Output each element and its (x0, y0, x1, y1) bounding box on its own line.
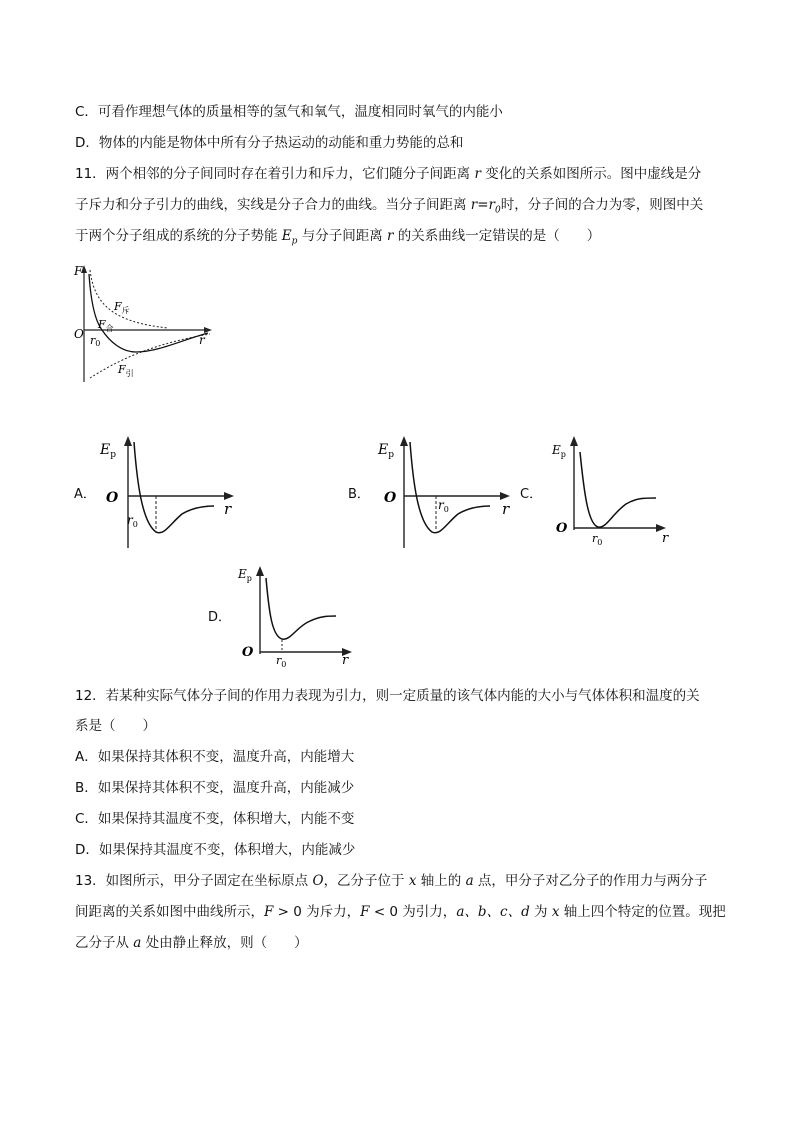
q13-stem-line3: 乙分子从 a 处由静止释放，则（ ） (75, 935, 308, 951)
r-axis-arrow-icon (204, 327, 212, 333)
q11-option-d-graph (234, 562, 364, 670)
y-arrow-icon (124, 436, 132, 446)
r0-label: $r_0$ (127, 513, 138, 529)
net-force-curve (89, 274, 208, 352)
origin-label: O (556, 521, 568, 536)
r0-label: $r_0$ (592, 532, 603, 547)
y-arrow-icon (570, 436, 578, 446)
ep-axis-label: $E_p$ (100, 442, 116, 460)
potential-curve (134, 442, 214, 533)
r-axis-label: r (224, 500, 232, 518)
q12-stem-line2: 系是（ ） (75, 718, 156, 734)
q11-option-c-label: C． (520, 487, 543, 502)
origin-label: O (74, 327, 84, 341)
ep-axis-label: $E_p$ (552, 443, 566, 459)
force-distance-diagram (70, 262, 220, 388)
potential-curve (266, 578, 336, 639)
y-arrow-icon (400, 436, 408, 446)
x-arrow-icon (224, 492, 234, 500)
potential-curve (580, 452, 656, 527)
q12-option-b: B．如果保持其体积不变，温度升高，内能减少 (75, 780, 355, 796)
origin-label: O (384, 490, 397, 506)
origin-label: O (242, 645, 254, 660)
r0-label: $r_0$ (438, 498, 449, 514)
ep-axis-label: $E_p$ (238, 567, 252, 583)
r-axis-label: r (662, 531, 669, 546)
y-arrow-icon (256, 566, 264, 576)
f-axis-label: F (74, 264, 83, 278)
q11-option-b-label: B． (348, 487, 370, 502)
q11-option-a-label: A． (74, 487, 96, 502)
x-arrow-icon (500, 492, 510, 500)
potential-curve (410, 442, 490, 533)
r0-label: r0 (90, 334, 101, 348)
q13-stem-line1: 13．如图所示，甲分子固定在坐标原点 O，乙分子位于 x 轴上的 a 点，甲分子对乙分子的作用力与两分子 (75, 873, 708, 889)
q11-option-c-graph (548, 432, 678, 548)
q11-stem-line2: 子斥力和分子引力的曲线，实线是分子合力的曲线。当分子间距离 $r=r_0$时，分子间的合力为零，则图中关 (75, 197, 704, 216)
q12-option-c: C．如果保持其温度不变，体积增大，内能不变 (75, 811, 355, 827)
q11-option-b-graph (374, 432, 520, 554)
q10-option-d: D．物体的内能是物体中所有分子热运动的动能和重力势能的总和 (75, 135, 464, 151)
q11-option-d-label: D． (208, 610, 232, 625)
r-axis-label: r (199, 333, 205, 347)
f-net-label: $F_合$ (98, 318, 114, 333)
ep-axis-label: $E_p$ (378, 442, 394, 460)
q11-stem-line1: 11．两个相邻的分子间同时存在着引力和斥力，它们随分子间距离 r 变化的关系如图所示。图中虚线是分 (75, 166, 702, 182)
origin-label: O (106, 490, 119, 506)
r-axis-label: r (342, 653, 349, 668)
attraction-curve (90, 334, 210, 378)
q12-stem-line1: 12．若某种实际气体分子间的作用力表现为引力，则一定质量的该气体内能的大小与气体体积和温度的关 (75, 688, 700, 704)
q12-option-d: D．如果保持其温度不变，体积增大，内能减少 (75, 842, 356, 858)
f-attract-label: $F_引$ (118, 363, 134, 378)
r0-label: $r_0$ (276, 654, 287, 669)
r-axis-label: r (502, 500, 510, 518)
q12-option-a: A．如果保持其体积不变，温度升高，内能增大 (75, 749, 355, 765)
q13-stem-line2: 间距离的关系如图中曲线所示，F > 0 为斥力，F < 0 为引力，a、b、c、d 为 x 轴上四个特定的位置。现把 (75, 904, 726, 920)
q11-stem-line3: 于两个分子组成的系统的分子势能 $E_p$ 与分子间距离 r 的关系曲线一定错误的是（ ） (75, 228, 601, 247)
q11-option-a-graph (96, 432, 242, 554)
f-repel-label: $F_斥$ (114, 300, 130, 315)
q10-option-c: C．可看作理想气体的质量相等的氢气和氧气，温度相同时氧气的内能小 (75, 104, 503, 120)
